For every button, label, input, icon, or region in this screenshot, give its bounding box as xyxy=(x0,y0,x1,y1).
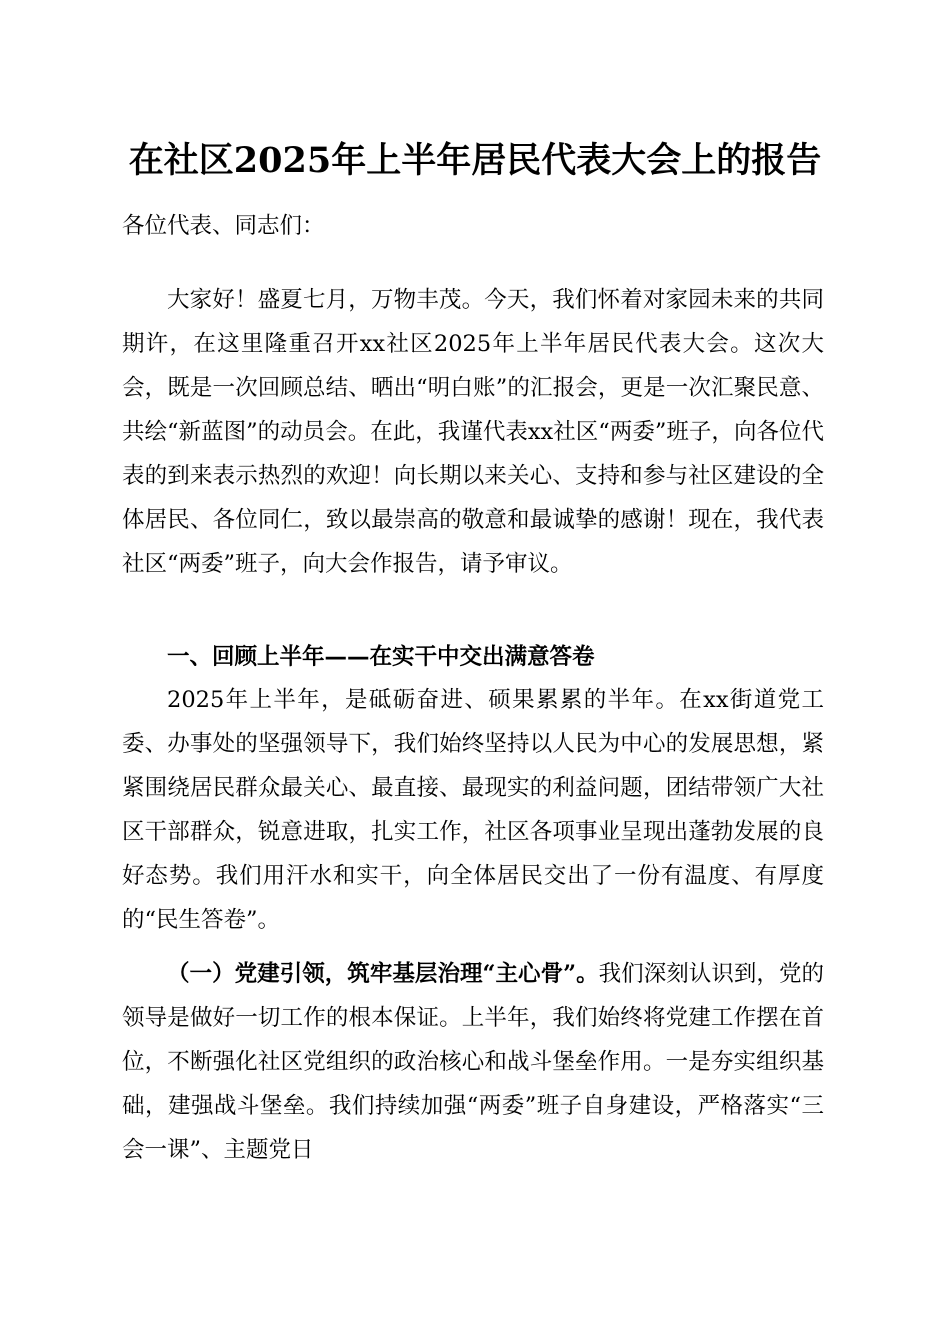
subsection-heading-1: （一）党建引领，筑牢基层治理“主心骨”。 xyxy=(167,961,599,987)
salutation: 各位代表、同志们： xyxy=(122,213,325,239)
page-title: 在社区2025年上半年居民代表大会上的报告 xyxy=(128,140,822,181)
section-heading-1: 一、回顾上半年——在实干中交出满意答卷 xyxy=(167,644,595,670)
paragraph-party-building-text: 我们深刻认识到，党的领导是做好一切工作的根本保证。上半年，我们始终将党建工作摆在首位，不断强化社区党组织的政治核心和战斗堡垒作用。一是夯实组织基础，建强战斗堡垒。我们持续加强“两委”班子自身建设，严格落实“三会一课”、主题党日 xyxy=(122,961,824,1163)
paragraph-party-building xyxy=(122,952,824,1172)
paragraph-review: 2025年上半年，是砥砺奋进、硕果累累的半年。在xx街道党工委、办事处的坚强领导下，我们始终坚持以人民为中心的发展思想，紧紧围绕居民群众最关心、最直接、最现实的利益问题，团结带领广大社区干部群众，锐意进取，扎实工作，社区各项事业呈现出蓬勃发展的良好态势。我们用汗水和实干，向全体居民交出了一份有温度、有厚度的“民生答卷”。 xyxy=(122,687,824,933)
paragraph-opening: 大家好！盛夏七月，万物丰茂。今天，我们怀着对家园未来的共同期许，在这里隆重召开xx社区2025年上半年居民代表大会。这次大会，既是一次回顾总结、晒出“明白账”的汇报会，更是一次汇聚民意、共绘“新蓝图”的动员会。在此，我谨代表xx社区“两委”班子，向各位代表的到来表示热烈的欢迎！向长期以来关心、支持和参与社区建设的全体居民、各位同仁，致以最崇高的敬意和最诚挚的感谢！现在，我代表社区“两委”班子，向大会作报告，请予审议。 xyxy=(122,287,824,577)
